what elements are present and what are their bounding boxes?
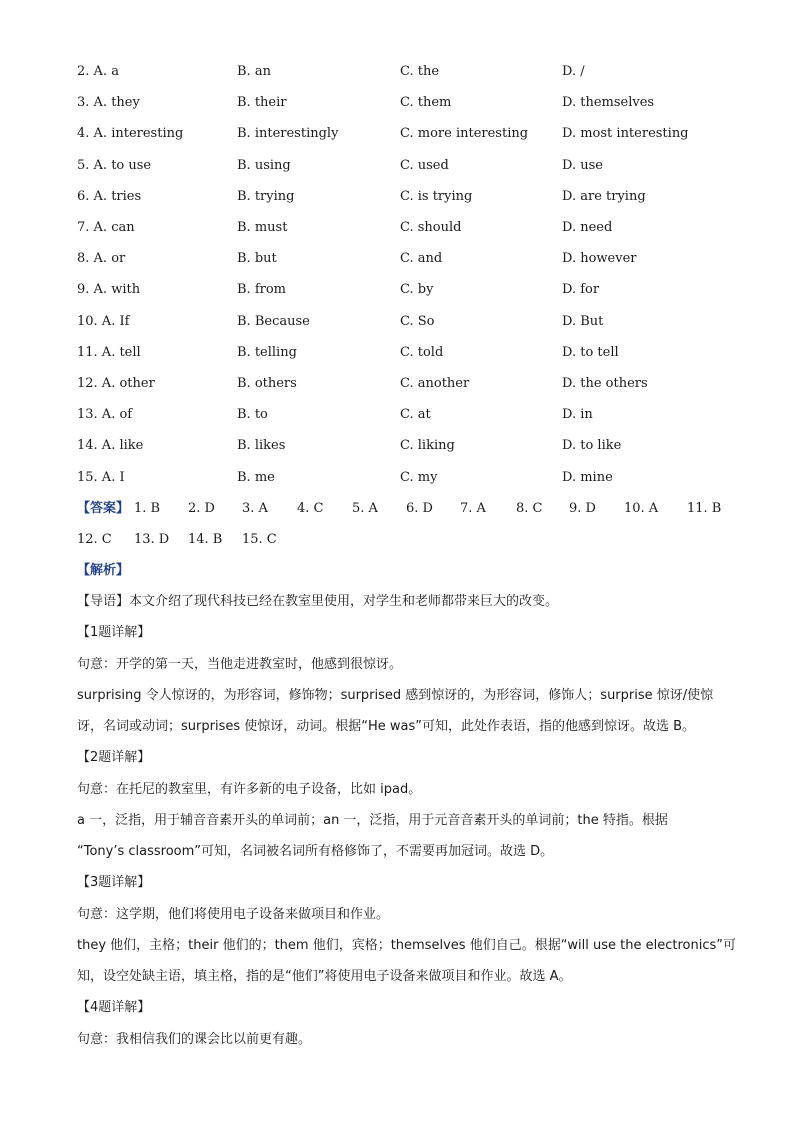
option-d: D. the others bbox=[562, 376, 648, 391]
option-c: C. So bbox=[400, 313, 435, 329]
option-a: 6. A. tries bbox=[77, 188, 142, 204]
option-b: B. likes bbox=[237, 438, 286, 454]
q4-heading: 【4题详解】 bbox=[77, 1000, 151, 1015]
q2-line: a 一，泛指，用于辅音音素开头的单词前；an 一，泛指，用于元音音素开头的单词前；the 特指。根据 bbox=[77, 813, 668, 828]
q2-line: 句意：在托尼的教室里，有许多新的电子设备，比如 ipad。 bbox=[77, 782, 422, 797]
q3-heading: 【3题详解】 bbox=[77, 875, 151, 890]
q1-line: 讶，名词或动词；surprises 使惊讶，动词。根据“He was”可知，此处作表语，指的他感到惊讶。故选 B。 bbox=[77, 719, 696, 734]
q1-line: surprising 令人惊讶的，为形容词，修饰物；surprised 感到惊讶的，为形容词，修饰人；surprise 惊讶/使惊 bbox=[77, 688, 714, 703]
option-row bbox=[77, 468, 757, 488]
option-row bbox=[77, 218, 757, 238]
option-c: C. more interesting bbox=[400, 126, 529, 142]
q4-line: 句意：我相信我们的课会比以前更有趣。 bbox=[77, 1032, 312, 1047]
option-a: 2. A. a bbox=[77, 64, 119, 79]
option-row bbox=[77, 62, 757, 82]
option-a: 12. A. other bbox=[77, 376, 155, 391]
q3-line: 知，设空处缺主语，填主格，指的是“他们”将使用电子设备来做项目和作业。故选 A。 bbox=[77, 969, 572, 984]
option-d: D. / bbox=[562, 64, 585, 79]
answer-item: 15. C bbox=[242, 532, 277, 547]
answer-item: 4. C bbox=[297, 501, 324, 516]
option-d: D. mine bbox=[562, 469, 613, 485]
option-a: 8. A. or bbox=[77, 251, 126, 267]
answer-item: 10. A bbox=[624, 501, 659, 516]
answer-item: 9. D bbox=[569, 501, 596, 516]
option-row bbox=[77, 156, 757, 176]
option-a: 9. A. with bbox=[77, 282, 141, 298]
option-row bbox=[77, 124, 757, 144]
option-a: 3. A. they bbox=[77, 95, 140, 111]
option-a: 7. A. can bbox=[77, 220, 135, 235]
option-c: C. by bbox=[400, 282, 434, 298]
option-c: C. told bbox=[400, 344, 444, 360]
option-row bbox=[77, 436, 757, 456]
option-b: B. an bbox=[237, 64, 271, 79]
option-a: 13. A. of bbox=[77, 407, 133, 423]
q2-line: “Tony’s classroom”可知，名词被名词所有格修饰了，不需要再加冠词。故选 D。 bbox=[77, 844, 554, 859]
option-row bbox=[77, 374, 757, 394]
q2-heading: 【2题详解】 bbox=[77, 750, 151, 765]
option-b: B. interestingly bbox=[237, 126, 339, 142]
option-b: B. trying bbox=[237, 188, 295, 204]
q1-line: 句意：开学的第一天，当他走进教室时，他感到很惊讶。 bbox=[77, 657, 403, 672]
option-c: C. at bbox=[400, 407, 431, 423]
option-row bbox=[77, 187, 757, 207]
answer-item: 6. D bbox=[406, 501, 433, 516]
option-d: D. for bbox=[562, 282, 600, 298]
option-row bbox=[77, 405, 757, 425]
option-d: D. need bbox=[562, 220, 613, 235]
answer-item: 11. B bbox=[687, 501, 722, 516]
option-b: B. Because bbox=[237, 313, 310, 329]
q1-heading: 【1题详解】 bbox=[77, 625, 151, 640]
option-c: C. them bbox=[400, 95, 452, 111]
answer-item: 14. B bbox=[188, 532, 223, 547]
q3-line: they 他们，主格；their 他们的；them 他们，宾格；themselves 他们自己。根据“will use the electronics”可 bbox=[77, 938, 737, 953]
option-d: D. most interesting bbox=[562, 126, 689, 142]
option-b: B. me bbox=[237, 469, 275, 485]
option-d: D. themselves bbox=[562, 95, 655, 111]
q3-line: 句意：这学期，他们将使用电子设备来做项目和作业。 bbox=[77, 907, 390, 922]
answer-item: 5. A bbox=[352, 501, 378, 516]
option-a: 11. A. tell bbox=[77, 344, 141, 360]
option-a: 14. A. like bbox=[77, 438, 144, 454]
option-c: C. my bbox=[400, 469, 438, 485]
option-a: 5. A. to use bbox=[77, 157, 152, 173]
option-d: D. But bbox=[562, 313, 604, 329]
option-c: C. another bbox=[400, 376, 470, 391]
option-b: B. others bbox=[237, 376, 297, 391]
answer-item: 2. D bbox=[188, 501, 215, 516]
option-row bbox=[77, 312, 757, 332]
option-row bbox=[77, 343, 757, 363]
option-d: D. use bbox=[562, 157, 603, 173]
option-a: 10. A. If bbox=[77, 313, 130, 329]
option-d: D. to like bbox=[562, 438, 622, 454]
option-b: B. using bbox=[237, 157, 291, 173]
option-a: 4. A. interesting bbox=[77, 126, 184, 142]
analysis-label: 【解析】 bbox=[77, 563, 130, 578]
option-b: B. from bbox=[237, 282, 286, 298]
option-c: C. used bbox=[400, 157, 449, 173]
option-d: D. to tell bbox=[562, 344, 619, 360]
option-c: C. the bbox=[400, 64, 440, 79]
option-d: D. in bbox=[562, 407, 593, 423]
guide-text: 【导语】本文介绍了现代科技已经在教室里使用，对学生和老师都带来巨大的改变。 bbox=[77, 594, 559, 609]
option-b: B. to bbox=[237, 407, 268, 423]
answer-item: 13. D bbox=[134, 532, 170, 547]
option-b: B. must bbox=[237, 220, 288, 235]
answer-item: 12. C bbox=[77, 532, 112, 547]
option-b: B. their bbox=[237, 95, 287, 111]
option-row bbox=[77, 93, 757, 113]
answer-item: 8. C bbox=[516, 501, 543, 516]
answer-item: 3. A bbox=[242, 501, 268, 516]
option-c: C. liking bbox=[400, 438, 455, 454]
option-c: C. and bbox=[400, 251, 443, 267]
option-b: B. but bbox=[237, 251, 277, 267]
option-c: C. is trying bbox=[400, 188, 473, 204]
option-d: D. are trying bbox=[562, 188, 646, 204]
option-row bbox=[77, 280, 757, 300]
answer-item: 7. A bbox=[460, 501, 486, 516]
option-d: D. however bbox=[562, 251, 637, 267]
answer-item: 1. B bbox=[134, 501, 161, 516]
option-row bbox=[77, 249, 757, 269]
option-a: 15. A. I bbox=[77, 469, 125, 485]
option-c: C. should bbox=[400, 220, 462, 235]
option-b: B. telling bbox=[237, 344, 297, 360]
answer-label: 【答案】 bbox=[77, 501, 130, 516]
